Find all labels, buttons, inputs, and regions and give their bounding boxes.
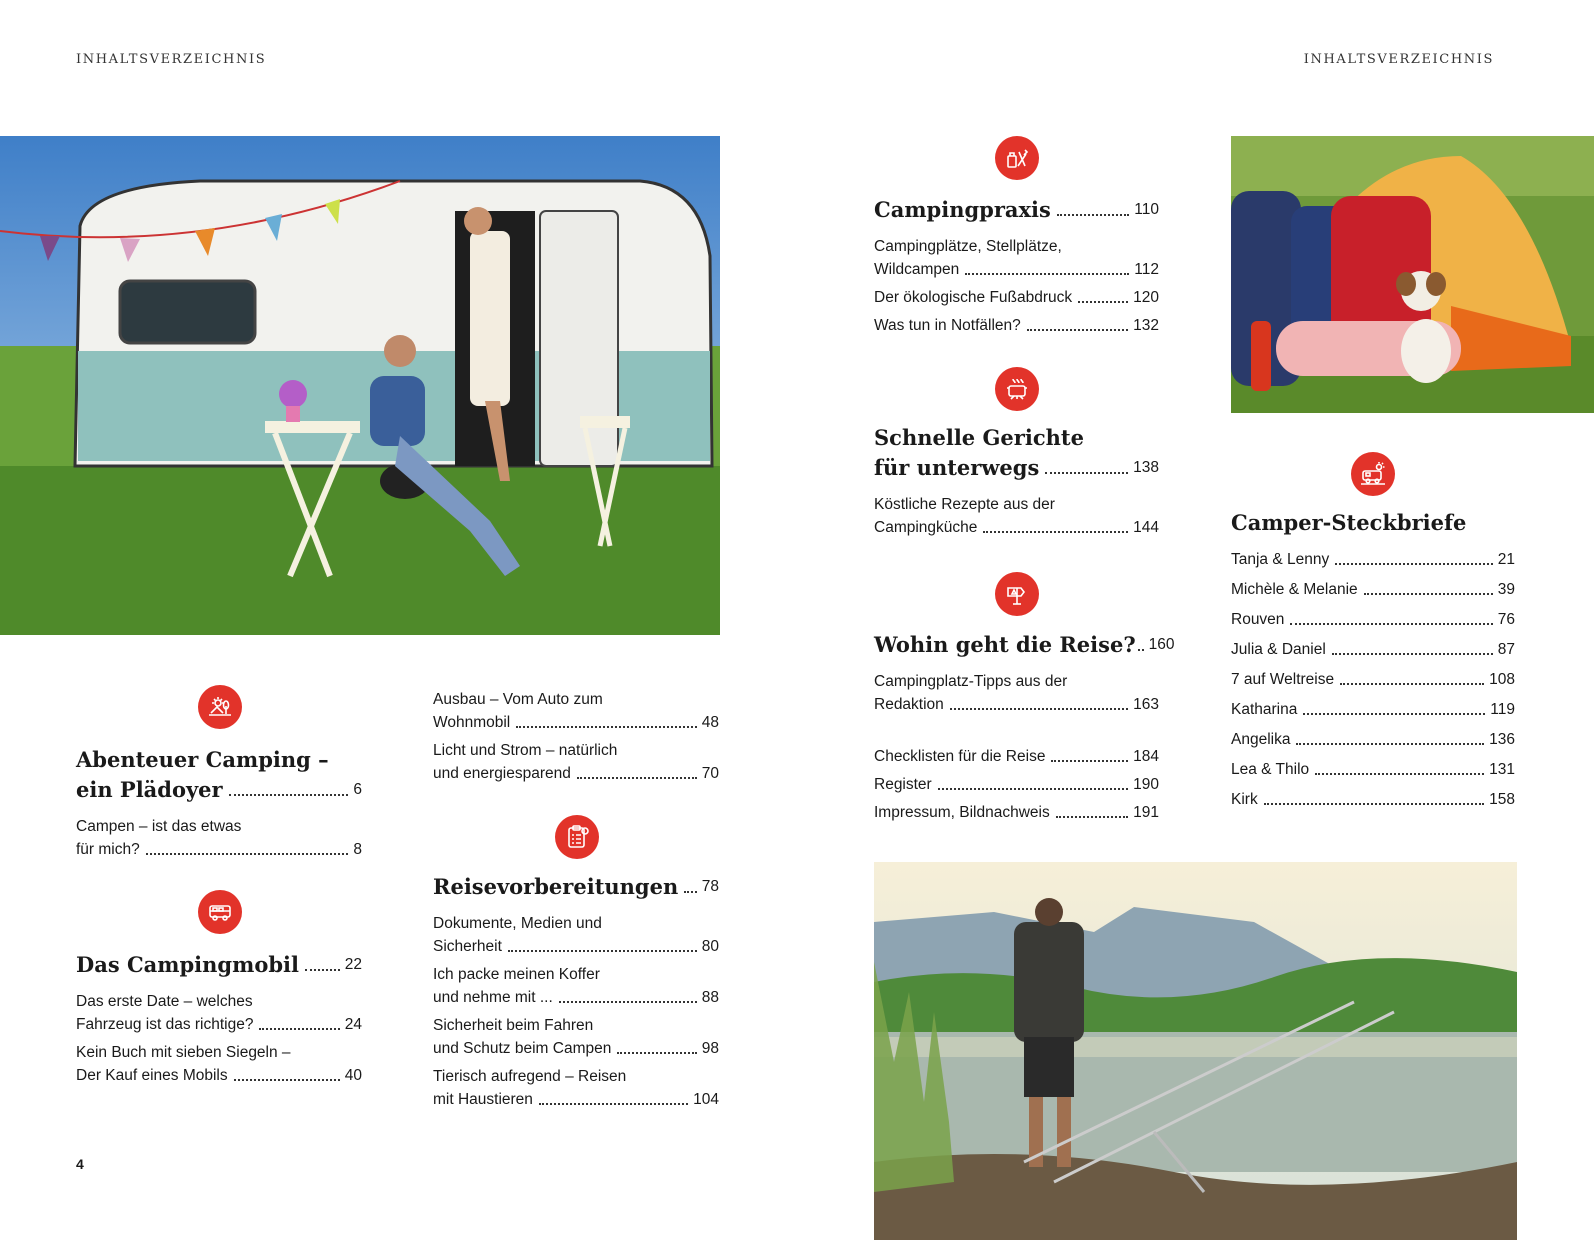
- entry-text: Das erste Date – welches: [76, 993, 253, 1010]
- entry-text: Campen – ist das etwas: [76, 818, 242, 835]
- tent-dog-photo: [1231, 136, 1594, 413]
- page-number: 88: [701, 989, 719, 1006]
- entry-text: Angelika: [1231, 731, 1291, 748]
- page-number-footer: 4: [76, 1156, 84, 1172]
- page-number: 132: [1133, 317, 1159, 334]
- page-number: 8: [353, 841, 362, 858]
- section-title: Campingpraxis: [874, 197, 1051, 222]
- leader-dots: [684, 891, 697, 893]
- toc-entry[interactable]: [1231, 758, 1515, 781]
- leader-dots: [1340, 683, 1484, 685]
- toc-entry[interactable]: [1231, 548, 1515, 571]
- toc-entry[interactable]: [1231, 698, 1515, 721]
- section-title-row: [874, 453, 1159, 483]
- page-number: 120: [1133, 289, 1159, 306]
- entry-text: für mich?: [76, 841, 140, 858]
- leader-dots: [1078, 301, 1128, 303]
- page-number: 39: [1497, 581, 1515, 598]
- leader-dots: [539, 1103, 688, 1105]
- page-number: 136: [1489, 731, 1515, 748]
- leader-dots: [234, 1079, 340, 1081]
- page-number: 144: [1133, 519, 1159, 536]
- section-praxis: [874, 195, 1159, 342]
- entry-text: Dokumente, Medien und: [433, 915, 602, 932]
- entry-text: Der ökologische Fußabdruck: [874, 289, 1073, 306]
- toc-entry[interactable]: [433, 1014, 719, 1060]
- cooking-pot-icon: [995, 367, 1039, 411]
- section-abenteuer: [76, 745, 362, 866]
- toc-entry[interactable]: [874, 670, 1159, 716]
- entry-text: mit Haustieren: [433, 1091, 533, 1108]
- section-title-row: [433, 872, 719, 902]
- section-title: Camper-Steckbriefe: [1231, 510, 1467, 535]
- section-title: Schnelle Gerichte: [874, 425, 1084, 450]
- page-number: 160: [1148, 636, 1175, 653]
- leader-dots: [1051, 760, 1128, 762]
- leader-dots: [938, 788, 1128, 790]
- page-number: 191: [1133, 804, 1159, 821]
- leader-dots: [508, 950, 697, 952]
- page-number: 87: [1497, 641, 1515, 658]
- toc-entry[interactable]: [1231, 788, 1515, 811]
- leader-dots: [1264, 803, 1484, 805]
- toc-entry[interactable]: [76, 990, 362, 1036]
- toc-entry[interactable]: [1231, 638, 1515, 661]
- entry-text: Köstliche Rezepte aus der: [874, 496, 1055, 513]
- page-number: 138: [1133, 459, 1159, 476]
- page-number: 76: [1497, 611, 1515, 628]
- leader-dots: [559, 1001, 697, 1003]
- section-title: ein Plädoyer: [76, 777, 223, 802]
- page-number: 48: [701, 714, 719, 731]
- section-title-row: [76, 950, 362, 980]
- leader-dots: [229, 794, 349, 796]
- page-number: 163: [1133, 696, 1159, 713]
- section-gerichte: [874, 423, 1159, 544]
- page-number: 78: [701, 878, 719, 895]
- leader-dots: [146, 853, 349, 855]
- toc-entry[interactable]: [1231, 668, 1515, 691]
- entry-text: Sicherheit: [433, 938, 502, 955]
- toc-entry[interactable]: [874, 493, 1159, 539]
- page-number: 24: [344, 1016, 362, 1033]
- running-head-left: INHALTSVERZEICHNIS: [76, 52, 267, 67]
- entry-text: Licht und Strom – natürlich: [433, 742, 618, 759]
- toc-entry[interactable]: [874, 773, 1159, 796]
- entry-text: Tierisch aufregend – Reisen: [433, 1068, 627, 1085]
- page-number: 22: [344, 956, 362, 973]
- entry-text: Wildcampen: [874, 261, 960, 278]
- entry-text: Was tun in Notfällen?: [874, 317, 1021, 334]
- page-number: 70: [701, 765, 719, 782]
- page-number: 119: [1490, 701, 1515, 718]
- leader-dots: [1364, 593, 1493, 595]
- caravan-photo: [0, 136, 720, 635]
- entry-text: 7 auf Weltreise: [1231, 671, 1335, 688]
- leader-dots: [983, 531, 1128, 533]
- entry-text: Impressum, Bildnachweis: [874, 804, 1050, 821]
- leader-dots: [1315, 773, 1484, 775]
- entry-text: Lea & Thilo: [1231, 761, 1310, 778]
- entry-text: Fahrzeug ist das richtige?: [76, 1016, 254, 1033]
- page-number: 80: [701, 938, 719, 955]
- page-number: 158: [1489, 791, 1515, 808]
- toc-entry[interactable]: [1231, 728, 1515, 751]
- lake-fishing-photo: [874, 862, 1517, 1240]
- section-anhang: [874, 745, 1159, 829]
- section-title: für unterwegs: [874, 455, 1040, 480]
- toc-entry[interactable]: [433, 688, 719, 734]
- section-steckbriefe: [1231, 508, 1515, 818]
- leader-dots: [617, 1052, 696, 1054]
- entry-text: und nehme mit ...: [433, 989, 553, 1006]
- entry-text: Julia & Daniel: [1231, 641, 1326, 658]
- leader-dots: [1332, 653, 1493, 655]
- leader-dots: [1290, 623, 1492, 625]
- section-title-row: [76, 775, 362, 805]
- page-number: 98: [701, 1040, 719, 1057]
- toc-entry[interactable]: [874, 314, 1159, 337]
- toc-entry[interactable]: [874, 235, 1159, 281]
- entry-text: Campingküche: [874, 519, 978, 536]
- entry-text: und Schutz beim Campen: [433, 1040, 612, 1057]
- page-number: 40: [344, 1067, 362, 1084]
- entry-text: Katharina: [1231, 701, 1298, 718]
- toc-entry[interactable]: [1231, 578, 1515, 601]
- leader-dots: [577, 777, 697, 779]
- tools-icon: [995, 136, 1039, 180]
- entry-text: Register: [874, 776, 932, 793]
- toc-entry[interactable]: [433, 963, 719, 1009]
- page-number: 110: [1134, 201, 1159, 218]
- entry-text: Kirk: [1231, 791, 1258, 808]
- leader-dots: [1335, 563, 1493, 565]
- toc-entry[interactable]: [433, 739, 719, 785]
- camper-sun-icon: [1351, 452, 1395, 496]
- page-number: 131: [1489, 761, 1515, 778]
- entry-text: Michèle & Melanie: [1231, 581, 1358, 598]
- entry-text: Der Kauf eines Mobils: [76, 1067, 228, 1084]
- entry-text: Ausbau – Vom Auto zum: [433, 691, 603, 708]
- entry-text: Tanja & Lenny: [1231, 551, 1330, 568]
- entry-text: Checklisten für die Reise: [874, 748, 1046, 765]
- section-title: Das Campingmobil: [76, 952, 299, 977]
- entry-text: Redaktion: [874, 696, 944, 713]
- leader-dots: [1057, 214, 1129, 216]
- section-title: Abenteuer Camping –: [76, 747, 329, 772]
- signpost-icon: [995, 572, 1039, 616]
- toc-entry[interactable]: [76, 1041, 362, 1087]
- leader-dots: [965, 273, 1129, 275]
- leader-dots: [259, 1028, 339, 1030]
- section-campingmobil-continued: [433, 688, 719, 790]
- camper-van-icon: [198, 890, 242, 934]
- checklist-icon: [555, 815, 599, 859]
- toc-entry[interactable]: [1231, 608, 1515, 631]
- section-title: Wohin geht die Reise?: [874, 632, 1136, 657]
- entry-text: Wohnmobil: [433, 714, 511, 731]
- page-number: 6: [353, 781, 362, 798]
- entry-text: Kein Buch mit sieben Siegeln –: [76, 1044, 291, 1061]
- page-number: 104: [693, 1091, 719, 1108]
- leader-dots: [1138, 649, 1144, 651]
- leader-dots: [1303, 713, 1485, 715]
- section-title: Reisevorbereitungen: [433, 874, 679, 899]
- running-head-right: INHALTSVERZEICHNIS: [1303, 52, 1494, 67]
- leader-dots: [1027, 329, 1128, 331]
- leader-dots: [1045, 472, 1128, 474]
- leader-dots: [950, 708, 1128, 710]
- toc-entry[interactable]: [433, 1065, 719, 1111]
- page-number: 21: [1497, 551, 1515, 568]
- page-number: 112: [1134, 261, 1159, 278]
- section-title-row: [874, 195, 1159, 225]
- entry-text: Ich packe meinen Koffer: [433, 966, 600, 983]
- entry-text: Campingplatz-Tipps aus der: [874, 673, 1068, 690]
- entry-text: Sicherheit beim Fahren: [433, 1017, 594, 1034]
- leader-dots: [1296, 743, 1484, 745]
- toc-entry[interactable]: [874, 745, 1159, 768]
- section-title-row: [874, 630, 1175, 660]
- entry-text: und energiesparend: [433, 765, 571, 782]
- leader-dots: [516, 726, 696, 728]
- toc-entry[interactable]: [874, 801, 1159, 824]
- toc-entry[interactable]: [433, 912, 719, 958]
- entry-text: Campingplätze, Stellplätze,: [874, 238, 1062, 255]
- page-number: 190: [1133, 776, 1159, 793]
- toc-entry[interactable]: [76, 815, 362, 861]
- section-campingmobil: [76, 950, 362, 1092]
- camping-sun-icon: [198, 685, 242, 729]
- page-number: 184: [1133, 748, 1159, 765]
- entry-text: Rouven: [1231, 611, 1285, 628]
- section-reise: [433, 872, 719, 1116]
- toc-entry[interactable]: [874, 286, 1159, 309]
- leader-dots: [1056, 816, 1128, 818]
- page-number: 108: [1489, 671, 1515, 688]
- section-wohin: [874, 630, 1175, 721]
- leader-dots: [305, 969, 340, 971]
